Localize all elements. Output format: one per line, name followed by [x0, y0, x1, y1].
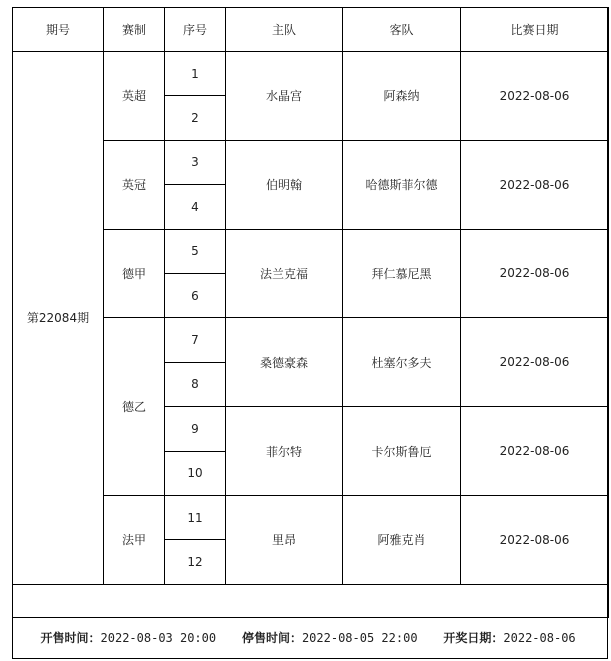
header-date: 比赛日期	[461, 8, 609, 52]
home-team-cell: 桑德豪森	[226, 318, 343, 407]
seq-cell: 9	[165, 407, 226, 451]
table-row	[13, 52, 609, 96]
home-team-cell: 伯明翰	[226, 140, 343, 229]
seq-cell: 5	[165, 229, 226, 273]
draw-date-label: 开奖日期：	[443, 631, 504, 646]
draw-date-info	[443, 631, 575, 645]
seq-cell: 2	[165, 96, 226, 140]
issue-cell: 第22084期	[13, 52, 104, 585]
away-team-cell: 杜塞尔多夫	[343, 318, 461, 407]
match-date-cell: 2022-08-06	[461, 52, 609, 141]
blank-cell	[13, 584, 609, 617]
seq-cell: 3	[165, 140, 226, 184]
league-cell: 英超	[104, 52, 165, 141]
sale-stop-value: 2022-08-05 22:00	[301, 631, 418, 646]
home-team-cell: 水晶宫	[226, 52, 343, 141]
seq-cell: 8	[165, 362, 226, 406]
footer-row	[13, 617, 609, 658]
seq-cell: 12	[165, 540, 226, 584]
header-home: 主队	[226, 8, 343, 52]
seq-cell: 1	[165, 52, 226, 96]
header-row	[13, 8, 609, 52]
sale-start-label: 开售时间：	[40, 631, 101, 646]
sale-start-info	[41, 631, 217, 645]
league-cell: 法甲	[104, 495, 165, 584]
sale-stop-label: 停售时间：	[241, 631, 302, 646]
blank-row	[13, 584, 609, 617]
sale-start-value: 2022-08-03 20:00	[100, 631, 217, 646]
seq-cell: 4	[165, 185, 226, 229]
seq-cell: 11	[165, 495, 226, 539]
match-date-cell: 2022-08-06	[461, 407, 609, 496]
home-team-cell: 法兰克福	[226, 229, 343, 318]
league-cell: 德乙	[104, 318, 165, 496]
match-date-cell: 2022-08-06	[461, 229, 609, 318]
seq-cell: 7	[165, 318, 226, 362]
footer-cell	[13, 617, 609, 658]
league-cell: 德甲	[104, 229, 165, 318]
match-date-cell: 2022-08-06	[461, 495, 609, 584]
header-league: 赛制	[104, 8, 165, 52]
schedule-table	[12, 7, 609, 658]
away-team-cell: 哈德斯菲尔德	[343, 140, 461, 229]
draw-date-value: 2022-08-06	[503, 631, 576, 646]
match-date-cell: 2022-08-06	[461, 318, 609, 407]
seq-cell: 10	[165, 451, 226, 495]
header-seq: 序号	[165, 8, 226, 52]
match-date-cell: 2022-08-06	[461, 140, 609, 229]
league-cell: 英冠	[104, 140, 165, 229]
header-away: 客队	[343, 8, 461, 52]
away-team-cell: 阿森纳	[343, 52, 461, 141]
home-team-cell: 里昂	[226, 495, 343, 584]
away-team-cell: 拜仁慕尼黑	[343, 229, 461, 318]
seq-cell: 6	[165, 273, 226, 317]
sale-stop-info	[242, 631, 418, 645]
home-team-cell: 菲尔特	[226, 407, 343, 496]
away-team-cell: 卡尔斯鲁厄	[343, 407, 461, 496]
header-issue: 期号	[13, 8, 104, 52]
away-team-cell: 阿雅克肖	[343, 495, 461, 584]
